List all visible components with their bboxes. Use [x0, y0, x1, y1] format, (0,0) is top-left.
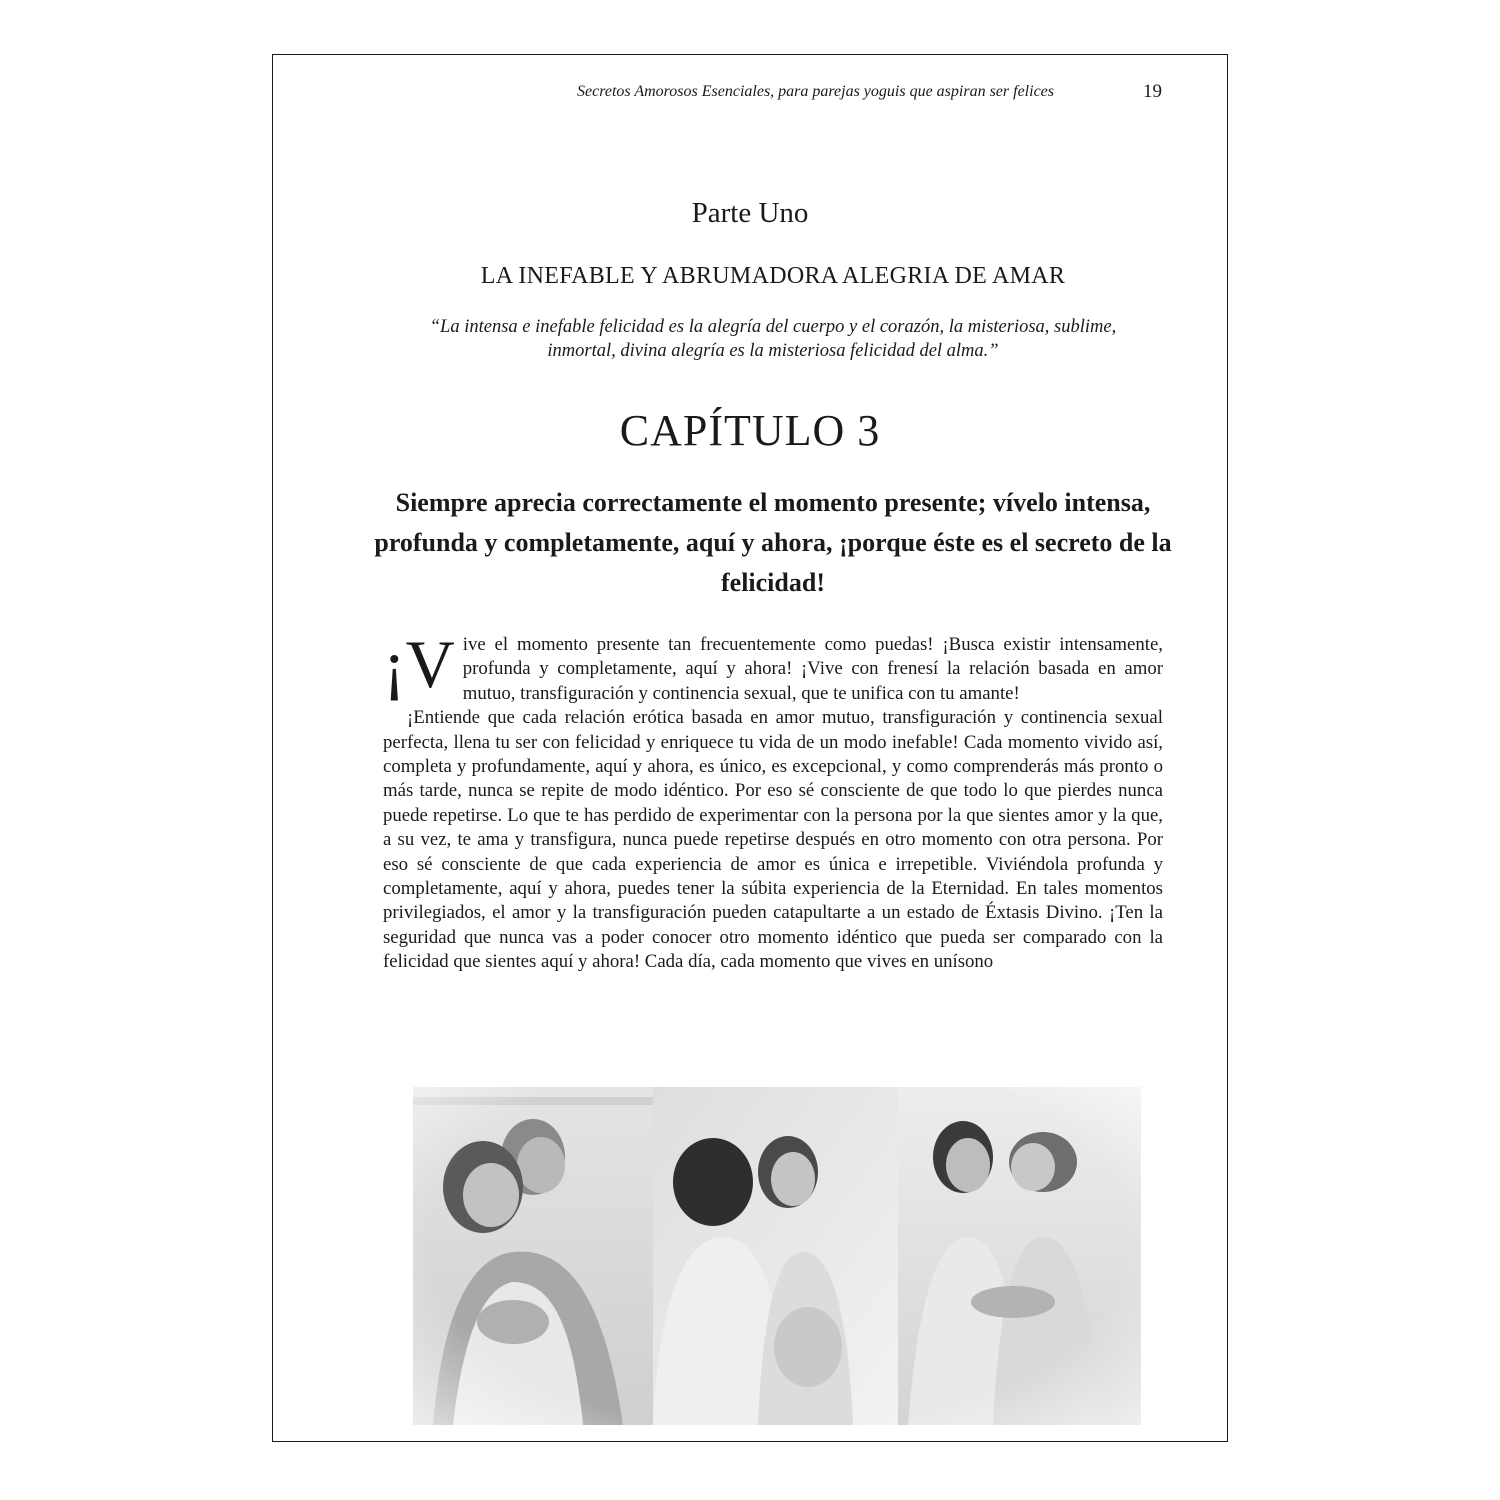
photo-strip	[413, 1087, 1141, 1425]
part-title: Parte Uno	[691, 197, 809, 229]
running-head: Secretos Amorosos Esenciales, para parejas yoguis que aspiran ser felices	[577, 83, 1054, 100]
drop-cap: ¡V	[383, 626, 455, 702]
body-text	[383, 626, 1163, 975]
epigraph: “La intensa e inefable felicidad es la alegría del cuerpo y el corazón, la misteriosa, sublime, inmortal, divina alegría es la misteriosa felicidad del alma.”	[429, 317, 1117, 361]
book-page	[272, 54, 1228, 1442]
paragraph-2: ¡Entiende que cada relación erótica basada en amor mutuo, transfiguración y continencia sexual perfecta, llena tu ser con felicidad y enriquece tu vida de un modo inefable! Cada momento vivido así, completa y profundamente, aquí y ahora, es único, es excepcional, y como comprenderás más pronto o más tarde, nunca se repite de modo idéntico. Por eso sé consciente de que todo lo que pierdes nunca puede repetirse. Lo que te has perdido de experimentar con la persona por la que sientes amor y la que, a su vez, te ama y transfigura, nunca puede repetirse después en otro momento con otra persona. Por eso sé consciente de que cada experiencia de amor es única e irrepetible. Viviéndola profunda y completamente, aquí y ahora, puedes tener la súbita experiencia de la Eternidad. En tales momentos privilegiados, el amor y la transfiguración pueden catapultarte a un estado de Éxtasis Divino. ¡Ten la seguridad que nunca vas a poder conocer otro momento idéntico que pueda ser comparado con la felicidad que sientes aquí y ahora! Cada día, cada momento que vives en unísono	[383, 707, 1163, 973]
photo-strip-graphic	[413, 1087, 1141, 1425]
page-number: 19	[1143, 81, 1162, 102]
couple-embracing-photo	[413, 1087, 653, 1425]
part-subtitle: LA INEFABLE Y ABRUMADORA ALEGRIA DE AMAR	[480, 263, 1066, 289]
chapter-title: CAPÍTULO 3	[619, 406, 881, 455]
couple-kissing-photo	[898, 1087, 1141, 1425]
paragraph-1	[383, 626, 1163, 706]
couple-dancing-photo	[653, 1087, 898, 1425]
paragraph-1-text: ive el momento presente tan frecuentemente como puedas! ¡Busca existir intensamente, profunda y completamente, aquí y ahora! ¡Vive con frenesí la relación basada en amor mutuo, transfiguración y continencia sexual, que te unifica con tu amante!	[462, 634, 1163, 704]
chapter-heading: Siempre aprecia correctamente el momento presente; vívelo intensa, profunda y completamente, aquí y ahora, ¡porque éste es el secreto de la felicidad!	[374, 488, 1172, 597]
